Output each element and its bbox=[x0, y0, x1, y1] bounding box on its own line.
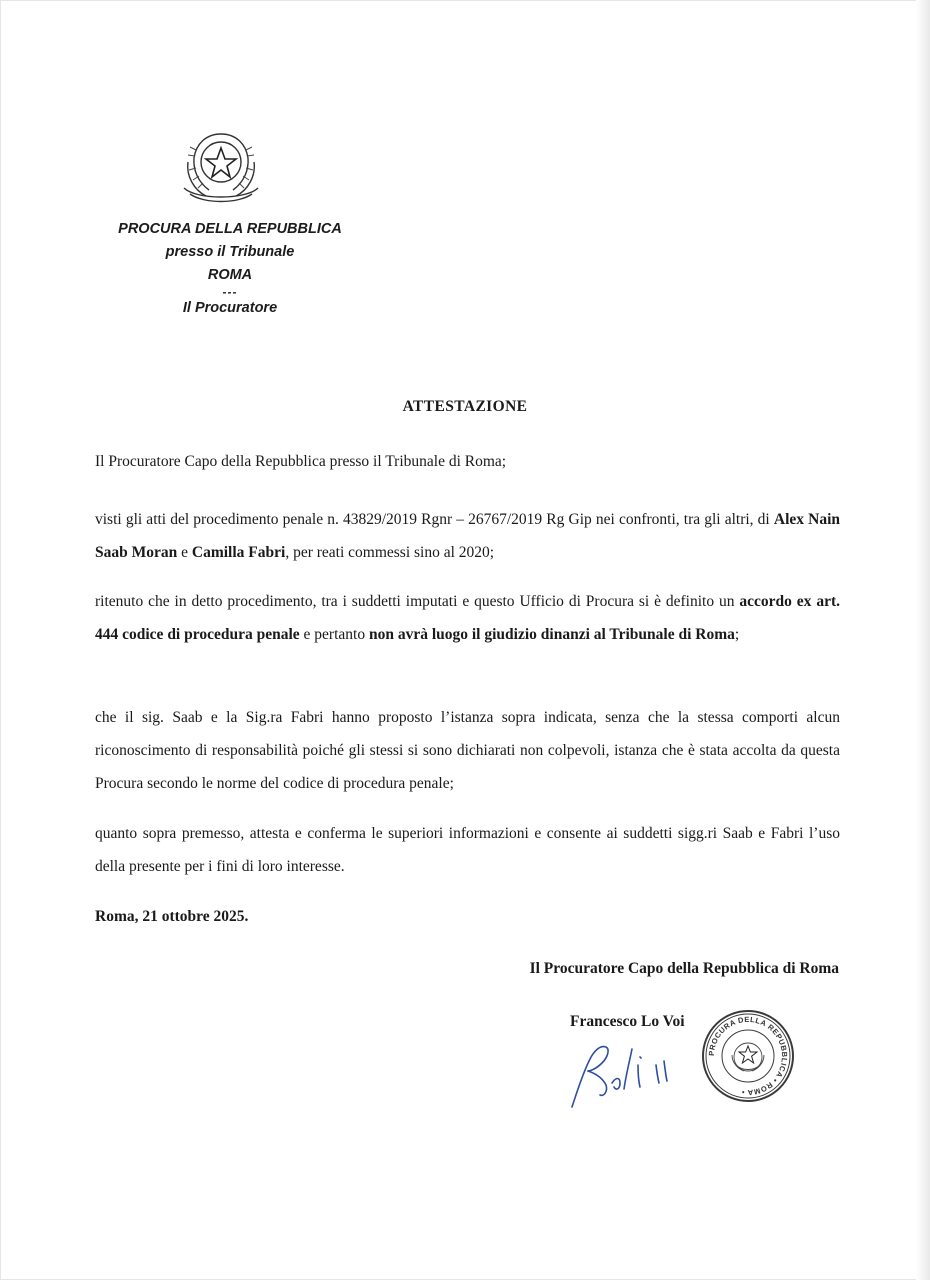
defendant-name-fabri: Camilla Fabri bbox=[191, 544, 286, 561]
paragraph-visti-text-c: e bbox=[177, 544, 192, 561]
header-line-city: ROMA bbox=[207, 267, 253, 283]
handwritten-signature bbox=[560, 1025, 700, 1115]
paragraph-ritenuto-text-e: ; bbox=[734, 626, 740, 643]
stamp-ring-text: PROCURA DELLA REPUBBLICA • ROMA • bbox=[706, 1014, 790, 1098]
defendant-name-saab: Alex Nain Saab Moran bbox=[95, 511, 840, 561]
header-line-tribunale: presso il Tribunale bbox=[165, 244, 295, 260]
paragraph-ritenuto-text-c: e pertanto bbox=[299, 626, 369, 643]
header-separator: --- bbox=[222, 285, 238, 299]
paragraph-visti-text-e: , per reati commessi sino al 2020; bbox=[285, 544, 495, 561]
agreement-reference: accordo ex art. 444 codice di procedura penale bbox=[95, 593, 840, 643]
place-date: Roma, 21 ottobre 2025. bbox=[95, 908, 249, 925]
paragraph-visti bbox=[95, 503, 840, 569]
paragraph-ritenuto bbox=[95, 585, 840, 651]
header-line-procuratore: Il Procuratore bbox=[182, 300, 278, 316]
office-header bbox=[90, 218, 370, 320]
paragraph-visti-text-a: visti gli atti del procedimento penale n. 43829/2019 Rgnr – 26767/2019 Rg Gip nei confronti, tra gli altri, di bbox=[95, 511, 774, 528]
signer-title: Il Procuratore Capo della Repubblica di Roma bbox=[529, 960, 839, 977]
paragraph-intro: Il Procuratore Capo della Repubblica presso il Tribunale di Roma; bbox=[95, 453, 507, 470]
svg-text:PROCURA DELLA REPUBBLICA • ROM bbox=[707, 1015, 789, 1097]
signer-name: Francesco Lo Voi bbox=[570, 1013, 685, 1030]
official-stamp-seal bbox=[700, 1008, 796, 1104]
paragraph-istanza: che il sig. Saab e la Sig.ra Fabri hanno proposto l’istanza sopra indicata, senza che la stessa comporti alcun riconoscimento di responsabilità poiché gli stessi si sono dichiarati non colpevoli, istanza che è stata accolta da questa Procura secondo le norme del codice di procedura penale; bbox=[95, 709, 840, 792]
header-line-procura: PROCURA DELLA REPUBBLICA bbox=[118, 221, 342, 237]
italian-republic-emblem-icon bbox=[176, 128, 266, 206]
document-title: ATTESTAZIONE bbox=[402, 398, 528, 415]
paragraph-conclusion: quanto sopra premesso, attesta e conferma le superiori informazioni e consente ai suddetti sigg.ri Saab e Fabri l’uso della presente per i fini di loro interesse. bbox=[95, 825, 840, 875]
paragraph-ritenuto-text-a: ritenuto che in detto procedimento, tra i suddetti imputati e questo Ufficio di Procura si è definito un bbox=[95, 593, 740, 610]
no-trial-statement: non avrà luogo il giudizio dinanzi al Tribunale di Roma bbox=[368, 626, 735, 643]
